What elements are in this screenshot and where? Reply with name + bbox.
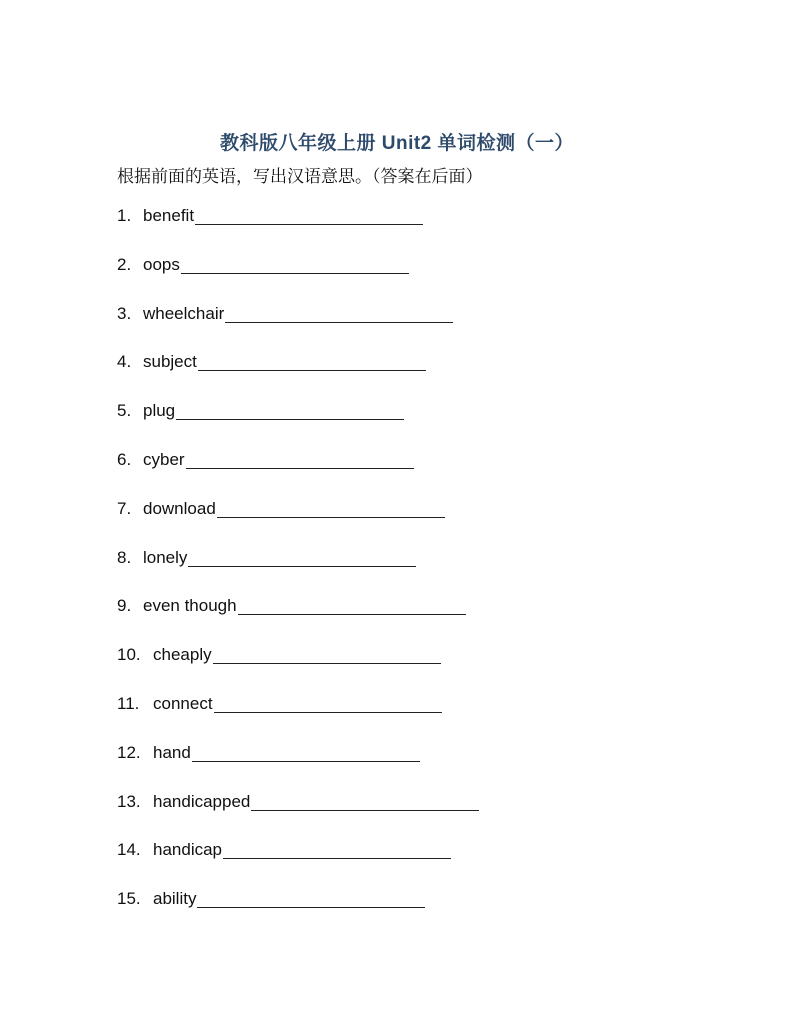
answer-blank[interactable] xyxy=(176,399,404,420)
vocab-item xyxy=(117,448,479,497)
answer-blank[interactable] xyxy=(214,692,442,713)
vocab-item xyxy=(117,253,479,302)
item-number: 8. xyxy=(117,547,132,567)
vocab-item xyxy=(117,497,479,546)
item-word: lonely xyxy=(143,547,188,567)
item-word: handicapped xyxy=(153,791,251,811)
page-title: 教科版八年级上册 Unit2 单词检测（一） xyxy=(219,133,575,154)
vocab-item xyxy=(117,399,479,448)
vocab-item xyxy=(117,741,479,790)
answer-blank[interactable] xyxy=(213,643,441,664)
vocab-item xyxy=(117,838,479,887)
answer-blank[interactable] xyxy=(186,448,414,469)
item-word: wheelchair xyxy=(143,303,225,323)
item-number: 9. xyxy=(117,596,132,616)
item-number: 10. xyxy=(117,645,141,665)
answer-blank[interactable] xyxy=(197,887,425,908)
vocab-item xyxy=(117,302,479,351)
answer-blank[interactable] xyxy=(188,546,416,567)
answer-blank[interactable] xyxy=(223,838,451,859)
answer-blank[interactable] xyxy=(195,204,423,225)
item-number: 11. xyxy=(117,693,140,713)
item-number: 5. xyxy=(117,401,132,421)
item-number: 4. xyxy=(117,352,132,372)
item-word: connect xyxy=(153,693,213,713)
item-word: download xyxy=(143,498,216,518)
item-number: 6. xyxy=(117,449,132,469)
answer-blank[interactable] xyxy=(251,790,479,811)
item-word: oops xyxy=(143,254,180,274)
vocab-item xyxy=(117,594,479,643)
item-word: hand xyxy=(153,742,191,762)
vocab-item xyxy=(117,887,479,936)
answer-blank[interactable] xyxy=(225,302,453,323)
vocab-item xyxy=(117,350,479,399)
item-word: cyber xyxy=(143,449,185,469)
answer-blank[interactable] xyxy=(192,741,420,762)
item-number: 12. xyxy=(117,742,141,762)
item-word: even though xyxy=(143,596,237,616)
item-word: ability xyxy=(153,889,197,909)
vocab-item xyxy=(117,790,479,839)
item-word: subject xyxy=(143,352,197,372)
item-word: handicap xyxy=(153,840,223,860)
answer-blank[interactable] xyxy=(217,497,445,518)
item-number: 7. xyxy=(117,498,132,518)
vocab-item xyxy=(117,204,479,253)
vocab-list xyxy=(117,204,479,936)
item-word: cheaply xyxy=(153,645,212,665)
item-number: 15. xyxy=(117,889,141,909)
vocab-item xyxy=(117,546,479,595)
instruction-text: 根据前面的英语，写出汉语意思。（答案在后面） xyxy=(117,167,483,186)
vocab-item xyxy=(117,643,479,692)
item-word: plug xyxy=(143,401,176,421)
vocab-item xyxy=(117,692,479,741)
answer-blank[interactable] xyxy=(238,594,466,615)
item-word: benefit xyxy=(143,206,195,225)
answer-blank[interactable] xyxy=(181,253,409,274)
item-number: 2. xyxy=(117,254,132,274)
item-number: 14. xyxy=(117,840,141,860)
item-number: 1. xyxy=(117,206,132,225)
item-number: 13. xyxy=(117,791,141,811)
item-number: 3. xyxy=(117,303,132,323)
answer-blank[interactable] xyxy=(198,350,426,371)
